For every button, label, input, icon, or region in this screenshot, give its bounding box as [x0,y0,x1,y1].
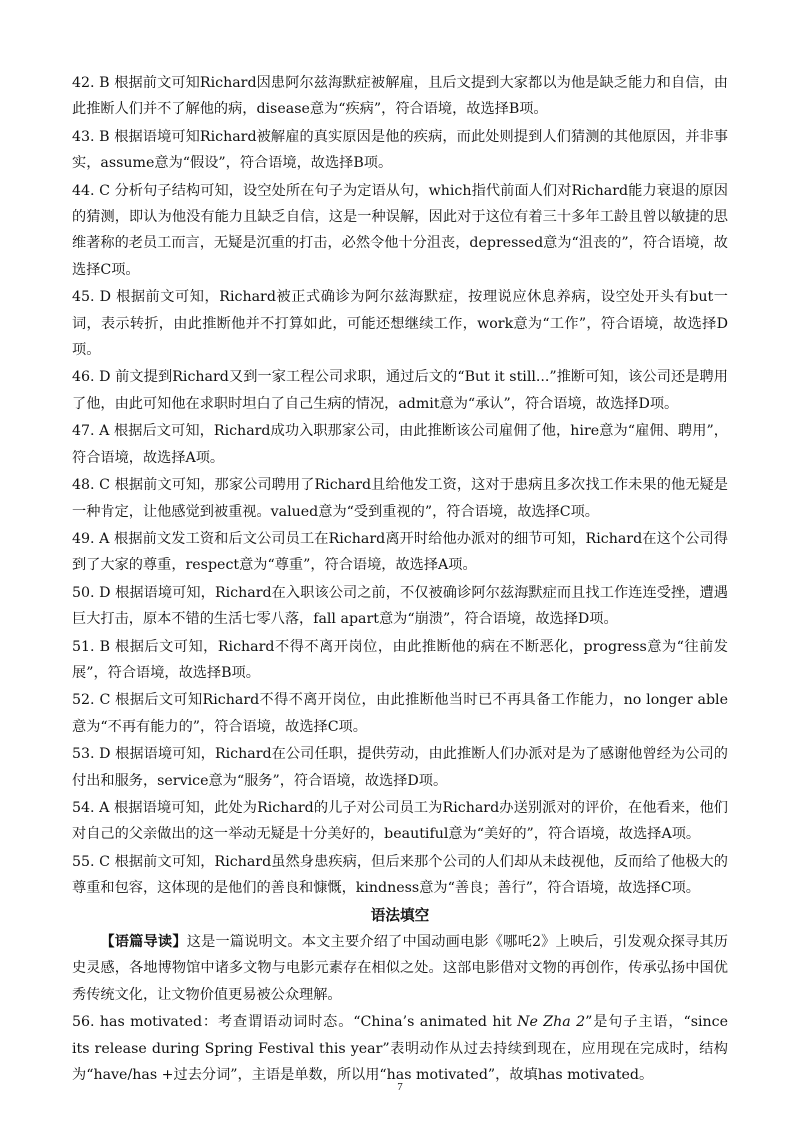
page-number: 7 [397,1081,403,1093]
section-title: 语法填空 [370,906,430,924]
answer-list [72,70,728,902]
answer-item: 51. B 根据后文可知，Richard不得不离开岗位，由此推断他的病在不断恶化，progress意为“往前发展”，符合语境，故选择B项。 [72,638,728,681]
answer-item: 46. D 前文提到Richard又到一家工程公司求职，通过后文的“But it still...”推断可知，该公司还是聘用了他，由此可知他在求职时坦白了自己生病的情况，admit意为“承认”，符合语境，故选择D项。 [72,369,728,412]
passage-guide [72,929,728,1008]
answer-item: 53. D 根据语境可知，Richard在公司任职，提供劳动，由此推断人们办派对是为了感谢他曾经为公司的付出和服务，service意为“服务”，符合语境，故选择D项。 [72,746,728,789]
answer-explanations [72,70,728,1089]
answer-item: 42. B 根据前文可知Richard因患阿尔兹海默症被解雇，且后文提到大家都以为他是缺乏能力和自信，由此推断人们并不了解他的病，disease意为“疾病”，符合语境，故选择B项。 [72,75,728,118]
answer-item: 48. C 根据前文可知，那家公司聘用了Richard且给他发工资，这对于患病且多次找工作未果的他无疑是一种肯定，让他感觉到被重视。valued意为“受到重视的”，符合语境，故选择C项。 [72,477,728,520]
guide-label: 【语篇导读】 [100,934,187,950]
answer-item: 43. B 根据语境可知Richard被解雇的真实原因是他的疾病，而此处则提到人们猜测的其他原因，并非事实，assume意为“假设”，符合语境，故选择B项。 [72,128,728,172]
answer-item: 49. A 根据前文发工资和后文公司员工在Richard离开时给他办派对的细节可知，Richard在这个公司得到了大家的尊重，respect意为“尊重”，符合语境，故选择A项。 [72,530,728,574]
answer-item: 54. A 根据语境可知，此处为Richard的儿子对公司员工为Richard办送别派对的评价，在他看来，他们对自己的父亲做出的这一举动无疑是十分美好的，beautiful意为“美好的”，符合语境，故选择A项。 [72,799,728,843]
answer-item: 44. C 分析句子结构可知，设空处所在句子为定语从句，which指代前面人们对Richard能力衰退的原因的猜测，即认为他没有能力且缺乏自信，这是一种误解，因此对于这位有着三十多年工龄且曾以敏捷的思维著称的老员工而言，无疑是沉重的打击，必然令他十分沮丧，depressed意为“沮丧的”，符合语境，故选择C项。 [72,182,728,278]
answer-item: 47. A 根据后文可知，Richard成功入职那家公司，由此推断该公司雇佣了他，hire意为“雇佣、聘用”，符合语境，故选择A项。 [72,423,728,466]
answer-item: 45. D 根据前文可知，Richard被正式确诊为阿尔兹海默症，按理说应休息养病，设空处开头有but一词，表示转折，由此推断他并不打算如此，可能还想继续工作，work意为“工作”，符合语境，故选择D项。 [72,289,728,359]
q56-text-end: ”是句子主语，“since its release during Spring Festival this year”表明动作从过去持续到现在，应用现在完成时，结构为“have/has +过去分词”，主语是单数，所以用“has motivated”，故填has motivated。 [72,1014,728,1084]
guide-text: 这是一篇说明文。本文主要介绍了中国动画电影《哪吒2》上映后，引发观众探寻其历史灵感，各地博物馆中诸多文物与电影元素存在相似之处。这部电影借对文物的再创作，传承弘扬中国优秀传统文化，让文物价值更易被公众理解。 [72,934,728,1003]
answer-item-56 [72,1009,728,1088]
answer-item: 52. C 根据后文可知Richard不得不离开岗位，由此推断他当时已不再具备工作能力，no longer able意为“不再有能力的”，符合语境，故选择C项。 [72,692,728,735]
q56-italic-title: Ne Zha 2 [517,1014,586,1031]
answer-item: 55. C 根据前文可知，Richard虽然身患疾病，但后来那个公司的人们却从未歧视他，反而给了他极大的尊重和包容，这体现的是他们的善良和慷慨，kindness意为“善良；善行”，符合语境，故选择C项。 [72,853,728,897]
q56-text-start: 56. has motivated：考查谓语动词时态。“China’s animated hit [72,1014,518,1031]
answer-item: 50. D 根据语境可知，Richard在入职该公司之前，不仅被确诊阿尔兹海默症而且找工作连连受挫，遭遇巨大打击，原本不错的生活七零八落，fall apart意为“崩溃”，符合语境，故选择D项。 [72,584,728,628]
